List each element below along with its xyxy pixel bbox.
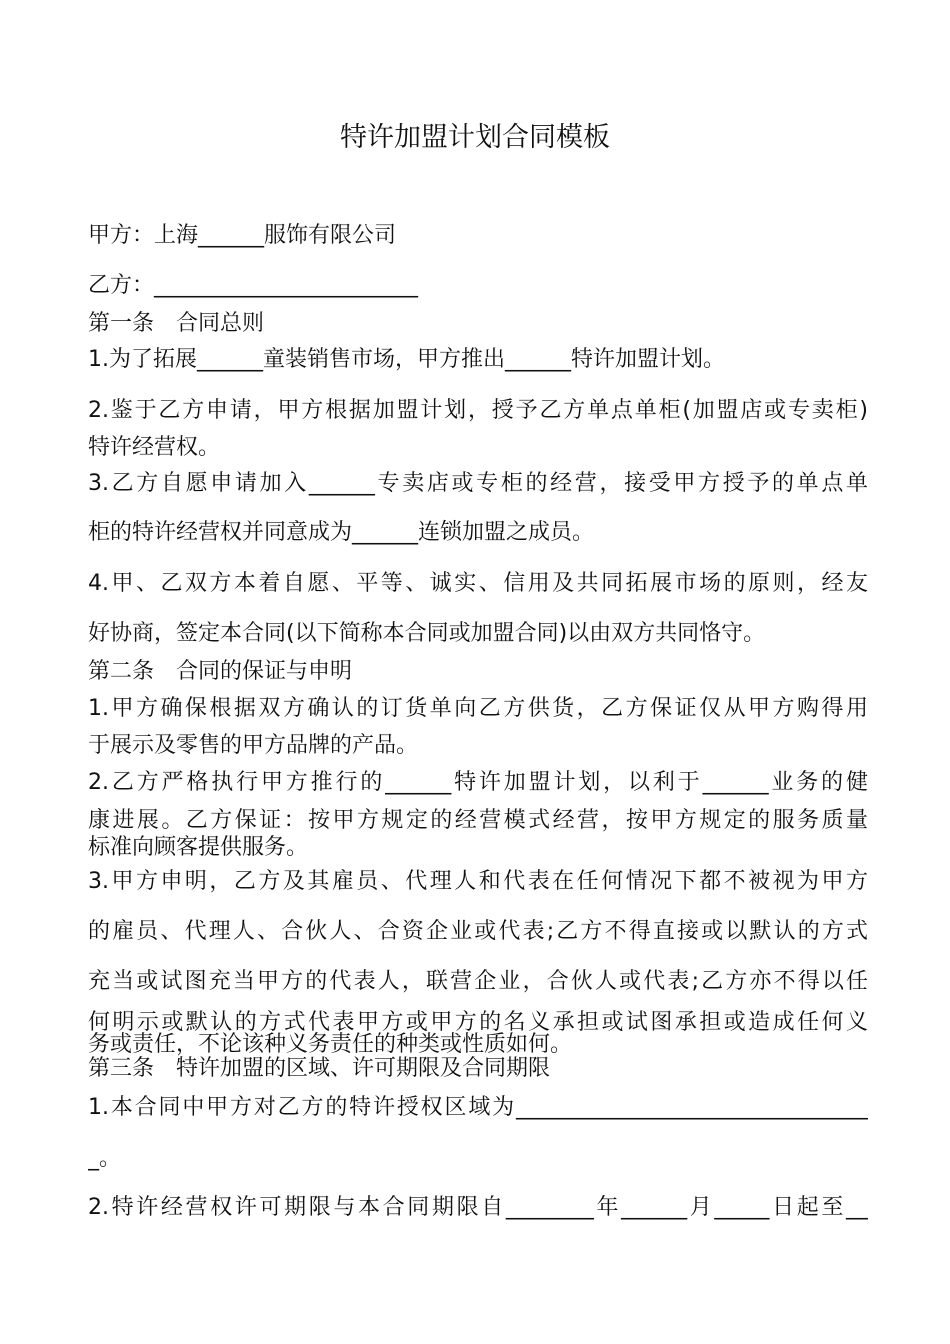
article-1-heading: 第一条 合同总则 [88,311,265,336]
article-3-heading: 第三条 特许加盟的区域、许可期限及合同期限 [88,1056,551,1081]
paragraph-line: 柜的特许经营权并同意成为______连锁加盟之成员。 [88,520,595,545]
paragraph-line: 4.甲、乙双方本着自愿、平等、诚实、信用及共同拓展市场的原则，经友 [88,571,868,596]
paragraph-line: 的雇员、代理人、合伙人、合资企业或代表;乙方不得直接或以默认的方式 [88,919,868,944]
paragraph-line: 充当或试图充当甲方的代表人，联营企业，合伙人或代表;乙方亦不得以任 [88,969,868,994]
paragraph-line: _。 [88,1146,122,1171]
paragraph-line: 特许经营权。 [88,435,221,460]
paragraph-line: 标准向顾客提供服务。 [88,835,309,860]
party-a-line: 甲方：上海______服饰有限公司 [88,223,397,248]
paragraph-line: 1.本合同中甲方对乙方的特许授权区域为________________________________ [88,1095,868,1120]
paragraph-line: 何明示或默认的方式代表甲方或甲方的名义承担或试图承担或造成任何义 [88,1010,868,1035]
party-b-line: 乙方：________________________ [88,273,419,298]
paragraph-line: 3.甲方申明，乙方及其雇员、代理人和代表在任何情况下都不被视为甲方 [88,869,868,894]
paragraph-line: 于展示及零售的甲方品牌的产品。 [88,733,419,758]
paragraph-line: 务或责任，不论该种义务责任的种类或性质如何。 [88,1032,573,1057]
paragraph-line: 好协商，签定本合同(以下简称本合同或加盟合同)以由双方共同恪守。 [88,621,766,646]
paragraph-line: 1.甲方确保根据双方确认的订货单向乙方供货，乙方保证仅从甲方购得用 [88,696,868,721]
document-title: 特许加盟计划合同模板 [340,122,610,153]
paragraph-line: 3.乙方自愿申请加入______专卖店或专柜的经营，接受甲方授予的单点单 [88,471,868,496]
paragraph-line: 2.乙方严格执行甲方推行的______特许加盟计划，以利于______业务的健 [88,770,868,795]
article-2-heading: 第二条 合同的保证与申明 [88,659,353,684]
paragraph-line: 1.为了拓展______童装销售市场，甲方推出______特许加盟计划。 [88,347,725,372]
paragraph-line: 2.特许经营权许可期限与本合同期限自________年______月_____日起至__ [88,1195,868,1220]
paragraph-line: 康进展。乙方保证：按甲方规定的经营模式经营，按甲方规定的服务质量 [88,808,868,833]
paragraph-line: 2.鉴于乙方申请，甲方根据加盟计划，授予乙方单点单柜(加盟店或专卖柜) [88,398,868,423]
